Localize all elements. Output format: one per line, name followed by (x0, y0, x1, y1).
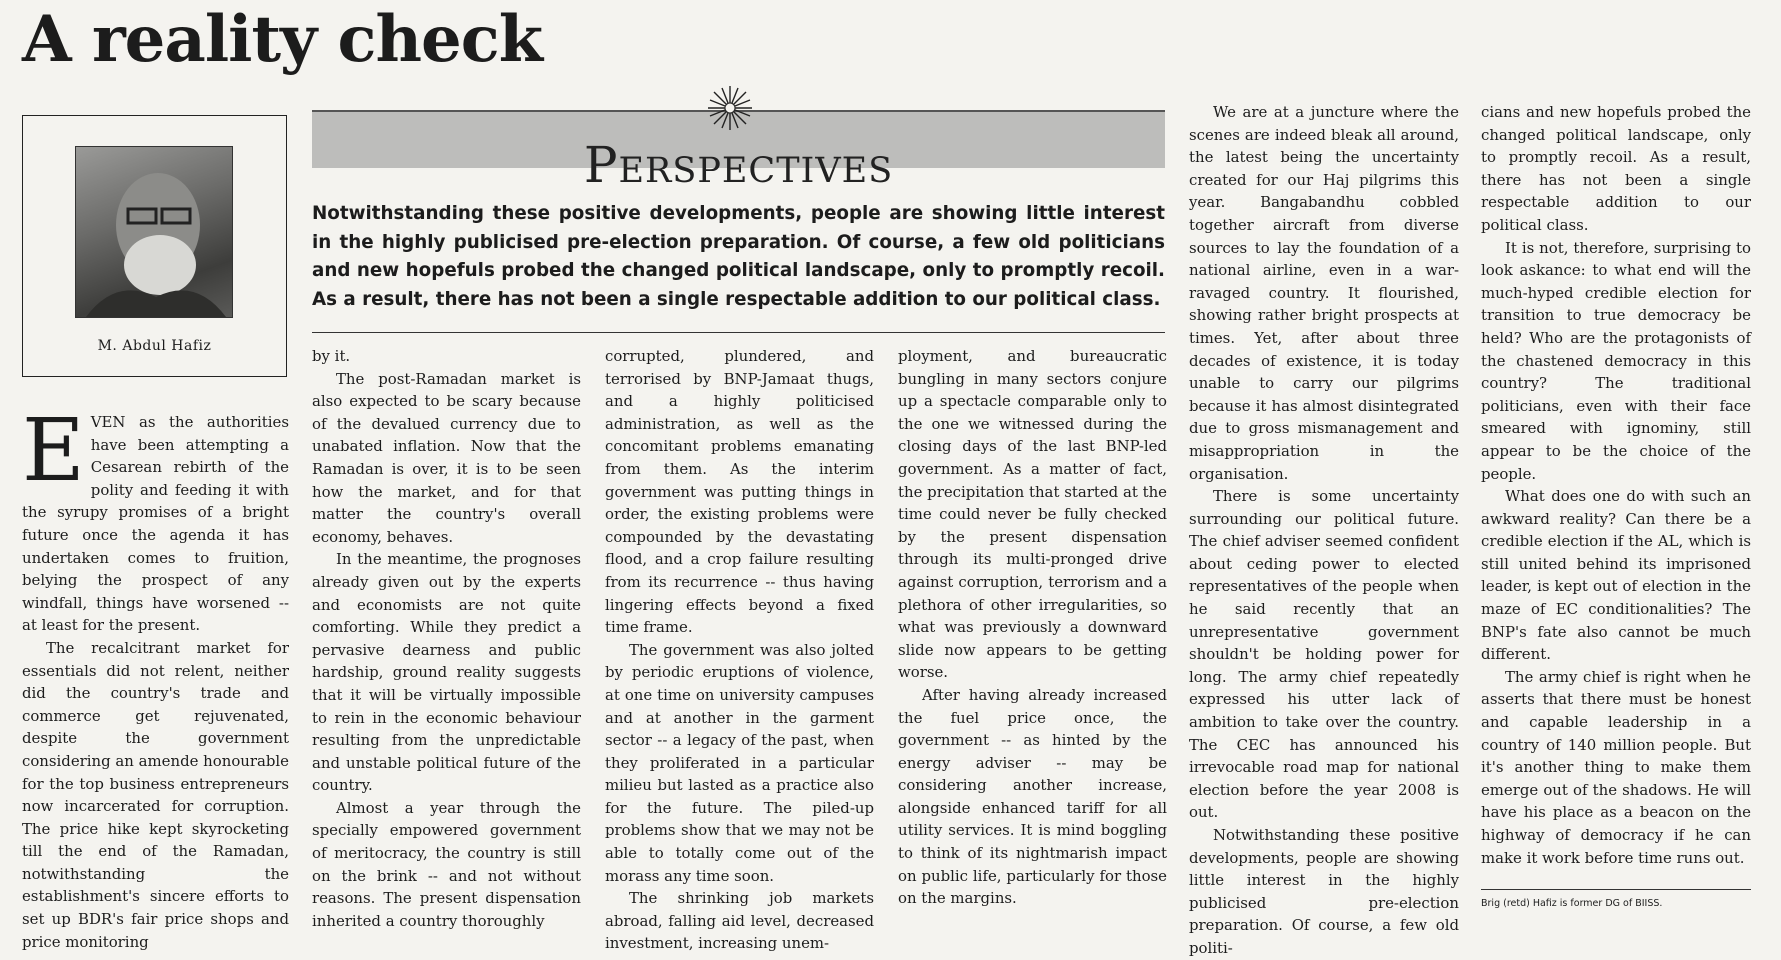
paragraph: Notwithstanding these positive developments, people are showing little interest in the highly publicised pre-election preparation. Of course, a few old politi- (1189, 826, 1459, 957)
paragraph: corrupted, plundered, and terrorised by BNP-Jamaat thugs, and a highly politicised administration, as well as the concomitant problems emanating from them. As the interim government was putting things in order, the existing problems were compounded by the devastating flood, and a crop failure resulting from its recurrence -- thus having lingering effects beyond a fixed time frame. (605, 347, 874, 637)
paragraph: The post-Ramadan market is also expected to be scary because of the devalued currency due to unabated inflation. Now that the Ramadan is over, it is to be seen how the market, and for that matter the country's overall economy, behaves. (312, 369, 581, 546)
byline-divider (1481, 889, 1751, 890)
portrait-illustration (76, 147, 232, 317)
drop-cap: E (22, 401, 85, 501)
deck-divider (312, 332, 1165, 333)
author-photo-box (22, 115, 287, 377)
paragraph: EVEN as the authorities have been attempting a Cesarean rebirth of the polity and feeding it with the syrupy promises of a bright future once the agenda it has undertaken comes to fruition, belying the prospect of any windfall, things have worsened -- at least for the present. (22, 401, 289, 635)
column-5 (1189, 101, 1459, 960)
paragraph: The shrinking job markets abroad, falling aid level, decreased investment, increasing unem- (605, 889, 874, 953)
column-3 (605, 345, 874, 955)
paragraph: After having already increased the fuel price once, the government -- as hinted by the energy adviser -- may be considering another increase, alongside enhanced tariff for all utility services. It is mind boggling to think of its nightmarish impact on public life, particularly for those on the margins. (898, 685, 1167, 908)
headline: A reality check (22, 2, 543, 77)
author-name: M. Abdul Hafiz (97, 338, 212, 354)
paragraph: cians and new hopefuls probed the changed political landscape, only to promptly recoil. As a result, there has not been a single respectable addition to our political class. (1481, 103, 1751, 234)
column-1 (22, 401, 289, 953)
paragraph: We are at a juncture where the scenes are indeed bleak all around, the latest being the uncertainty created for our Haj pilgrims this year. Bangabandhu cobbled together aircraft from diverse sources to lay the foundation of a national airline, even in a war-ravaged country. It flourished, showing rather bright prospects at times. Yet, after about three decades of existence, it is today unable to carry our pilgrims because it has almost disintegrated due to gross mismanagement and misappropriation in the organisation. (1189, 103, 1459, 483)
paragraph: There is some uncertainty surrounding our political future. The chief adviser seemed confident about ceding power to elected representatives of the people when he said recently that an unrepresentative government shouldn't be holding power for long. The army chief repeatedly expressed his utter lack of ambition to take over the country. The CEC has announced his irrevocable road map for national election before the year 2008 is out. (1189, 487, 1459, 822)
paragraph: The army chief is right when he asserts that there must be honest and capable leadership in a country of 140 million people. But it's another thing to make them emerge out of the shadows. He will have his place as a beacon on the highway of democracy if he can make it work before time runs out. (1481, 667, 1751, 867)
column-2 (312, 345, 581, 932)
paragraph: It is not, therefore, surprising to look askance: to what end will the much-hyped credible election for transition to true democracy be held? Who are the protagonists of the chastened democracy in this country? The traditional politicians, even with their face smeared with ignominy, still appear to be the choice of the people. (1481, 238, 1751, 483)
column-6 (1481, 101, 1751, 869)
section-brand: Perspectives (583, 136, 894, 194)
deck-pull-quote: Notwithstanding these positive developments, people are showing little interest in the highly publicised pre-election preparation. Of course, a few old politicians and new hopefuls probed the changed political landscape, only to promptly recoil. As a result, there has not been a single respectable addition to our political class. (312, 203, 1165, 311)
paragraph: The government was also jolted by periodic eruptions of violence, at one time on university campuses and at another in the garment sector -- a legacy of the past, when they proliferated in a particular milieu but lasted as a practice also for the future. The piled-up problems show that we may not be able to totally come out of the morass any time soon. (605, 640, 874, 885)
column-4 (898, 345, 1167, 910)
paragraph: by it. (312, 347, 351, 365)
author-photo (75, 146, 233, 318)
paragraph: ployment, and bureaucratic bungling in many sectors conjure up a spectacle comparable only to the one we witnessed during the closing days of the last BNP-led government. As a matter of fact, the precipitation that started at the time could never be fully checked by the present dispensation through its multi-pronged drive against corruption, terrorism and a plethora of other irregularities, so what was previously a downward slide now appears to be getting worse. (898, 347, 1167, 682)
paragraph: The recalcitrant market for essentials did not relent, neither did the country's trade and commerce get rejuvenated, despite the government considering an amende honourable for the top business entrepreneurs now incarcerated for corruption. The price hike kept skyrocketing till the end of the Ramadan, notwithstanding the establishment's sincere efforts to set up BDR's fair price shops and price monitoring (22, 638, 289, 951)
paragraph: What does one do with such an awkward reality? Can there be a credible election if the AL, which is still united behind its imprisoned leader, is kept out of election in the maze of EC conditionalities? The BNP's fate also cannot be much different. (1481, 487, 1751, 664)
author-byline: Brig (retd) Hafiz is former DG of BIISS. (1481, 898, 1663, 909)
paragraph: In the meantime, the prognoses already given out by the experts and economists are not quite comforting. While they predict a pervasive dearness and public hardship, ground reality suggests that it will be virtually impossible to rein in the economic behaviour resulting from the unpredictable and unstable political future of the country. (312, 550, 581, 795)
paragraph: Almost a year through the specially empowered government of meritocracy, the country is still on the brink -- and not without reasons. The present dispensation inherited a country thoroughly (312, 798, 581, 930)
